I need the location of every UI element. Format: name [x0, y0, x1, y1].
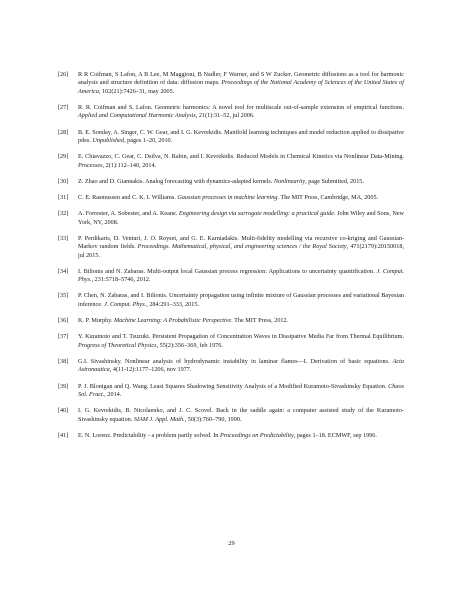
reference-text-part: , 4(11-12):1177–1206, nov 1977.: [109, 366, 192, 374]
reference-text: [78, 358, 404, 375]
reference-number: [27]: [58, 104, 69, 112]
reference-text-part: E. Chiavazzo, C. Gear, C. Dsilva, N. Rabin, and I. Kevrekidis. Reduced Models in Chemical Kinetics via Nonlinear Data-Mining.: [78, 153, 404, 161]
reference-number: [39]: [58, 382, 69, 390]
reference-venue: Proceedings of the National Academy of Sciences of the United States of America: [78, 79, 404, 95]
reference-venue: J. Comput. Phys.: [78, 267, 405, 284]
reference-item: [58, 292, 404, 309]
reference-venue: Proceedings. Mathematical, physical, and engineering sciences / the Royal Society: [137, 243, 347, 251]
reference-text-part: , 2(1):112–140, 2014.: [102, 161, 157, 169]
reference-list: [58, 71, 404, 448]
reference-text-part: , 471(2179):20150018, jul 2015.: [78, 243, 404, 259]
reference-text: [78, 268, 404, 285]
reference-number: [32]: [58, 210, 69, 218]
reference-item: [58, 194, 404, 202]
reference-text-part: K. P. Murphy.: [78, 317, 115, 325]
reference-text-part: I. Bilionis and N. Zabaras. Multi-output local Gaussian process regression: Applications to uncertainty quantification.: [78, 267, 377, 275]
reference-text: [78, 235, 404, 260]
reference-venue: Chaos Sol. Fract.: [78, 382, 404, 398]
reference-text-part: P. Perdikaris, D. Venturi, J. O. Royset, and G. E. Karniadakis. Multi-fidelity modelling via recursive co-kriging and Gaussian-Markov random fields.: [78, 234, 404, 251]
reference-item: [58, 178, 404, 186]
reference-venue: J. Comput. Phys.: [104, 300, 147, 308]
reference-text: [78, 153, 404, 170]
reference-venue: Machine Learning: A Probabilistic Perspective: [114, 317, 232, 325]
reference-text-part: A. Forrester, A. Sobester, and A. Keane.: [78, 210, 179, 218]
reference-number: [33]: [58, 234, 69, 242]
reference-number: [31]: [58, 194, 69, 202]
reference-item: [58, 235, 404, 260]
reference-text: [78, 432, 404, 440]
reference-item: [58, 104, 404, 121]
reference-text-part: I. G. Kevrekidis, B. Nicolaenko, and J. C. Scovel. Back in the saddle again: a computer assisted study of the Kuramoto-Sivashinsky equation.: [78, 407, 404, 423]
reference-number: [35]: [58, 292, 69, 300]
reference-text-part: , pages 1–18. ECMWF, sep 1996.: [293, 431, 377, 439]
reference-text: [78, 333, 404, 350]
reference-text-part: . John Wiley and Sons, New York, NY, 2008.: [78, 210, 405, 226]
reference-text-part: R R Coifman, S Lafon, A B Lee, M Maggioni, B Nadler, F Warner, and S W Zucker. Geometric diffusions as a tool for harmonic analysis and structure definition of data: diffusion maps.: [78, 71, 404, 87]
reference-text-part: Z. Zhao and D. Giannakis. Analog forecasting with dynamics-adapted kernels.: [78, 177, 274, 185]
reference-text-part: E. N. Lorenz. Predictability - a problem partly solved. In: [78, 431, 220, 439]
reference-item: [58, 432, 404, 440]
reference-text-part: , pages 1–20, 2010.: [124, 137, 173, 145]
reference-item: [58, 210, 404, 227]
page-number: 29: [228, 540, 235, 547]
reference-item: [58, 153, 404, 170]
reference-venue: Gaussian processes in machine learning: [177, 194, 278, 202]
reference-venue: Processes: [78, 161, 103, 169]
reference-item: [58, 71, 404, 96]
reference-text-part: , 55(2):356–369, feb 1976.: [156, 341, 223, 349]
reference-number: [26]: [58, 71, 69, 78]
reference-number: [40]: [58, 407, 69, 415]
reference-text-part: , 102(21):7426–31, may 2005.: [98, 87, 175, 95]
reference-text: [78, 383, 404, 400]
reference-number: [41]: [58, 431, 69, 439]
reference-venue: Engineering design via surrogate modelling: a practical guide: [178, 210, 334, 218]
reference-text: [78, 194, 404, 202]
reference-text-part: , 231:5718–5746, 2012.: [91, 276, 151, 284]
reference-venue: SIAM J. Appl. Math.: [133, 415, 185, 423]
reference-text-part: P. J. Blonigan and Q. Wang. Least Squares Shadowing Sensitivity Analysis of a Modified Kuramoto-Sivashinsky Equation.: [78, 382, 389, 390]
reference-venue: Progress of Theoretical Physics: [78, 341, 157, 349]
reference-text-part: R. R. Coifman and S. Lafon. Geometric harmonics: A novel tool for multiscale out-of-sample extension of empirical functions.: [78, 104, 404, 112]
reference-item: [58, 383, 404, 400]
reference-venue: Nonlinearity: [273, 177, 306, 185]
reference-text: [78, 317, 404, 325]
reference-text-part: , page Submitted, 2015.: [305, 177, 364, 185]
reference-item: [58, 317, 404, 325]
reference-venue: Acta Astronautica: [78, 357, 404, 374]
reference-item: [58, 358, 404, 375]
reference-item: [58, 333, 404, 350]
reference-number: [30]: [58, 177, 69, 185]
reference-text-part: Y. Kuramoto and T. Tsuzuki. Persistent Propagation of Concentration Waves in Dissipative Media Far from Thermal Equilibrium.: [78, 333, 404, 341]
reference-text: [78, 407, 404, 424]
reference-number: [38]: [58, 357, 69, 365]
reference-number: [34]: [58, 267, 69, 275]
reference-item: [58, 407, 404, 424]
reference-text-part: , 284:291–333, 2015.: [146, 300, 199, 308]
reference-text-part: , 21(1):31–52, jul 2006.: [195, 112, 255, 120]
reference-text-part: C. E. Rasmussen and C. K. I. Williams.: [78, 194, 178, 202]
reference-text-part: B. E. Sonday, A. Singer, C. W. Gear, and I. G. Kevrekidis. Manifold learning techniques and model reduction applied to dissipative pdes.: [78, 128, 404, 145]
reference-item: [58, 129, 404, 146]
reference-venue: Proceedings on Predictability: [219, 431, 294, 439]
reference-text-part: . The MIT Press, 2012.: [231, 317, 289, 325]
reference-text-part: P. Chen, N. Zabaras, and I. Bilionis. Uncertainty propagation using infinite mixture of Gaussian processes and variational Bayesian inference.: [78, 292, 404, 308]
reference-number: [36]: [58, 317, 69, 325]
reference-text: [78, 129, 404, 146]
reference-item: [58, 268, 404, 285]
reference-text-part: G.I. Sivashinsky. Nonlinear analysis of hydrodynamic instability in laminar flames—I. Derivation of basic equations.: [78, 357, 393, 365]
reference-text: [78, 292, 404, 309]
reference-venue: Applied and Computational Harmonic Analysis: [78, 112, 196, 120]
reference-text-part: , 50(3):760–790, 1990.: [184, 415, 242, 423]
reference-text: [78, 104, 404, 121]
reference-text: [78, 71, 404, 96]
reference-text-part: , 2014.: [104, 390, 122, 398]
reference-text-part: . The MIT Press, Cambridge, MA, 2005.: [277, 194, 379, 202]
reference-venue: Unpublished: [92, 137, 125, 145]
reference-number: [37]: [58, 333, 69, 341]
reference-text: [78, 210, 404, 227]
reference-text: [78, 178, 404, 186]
reference-number: [29]: [58, 153, 69, 161]
reference-number: [28]: [58, 128, 69, 136]
